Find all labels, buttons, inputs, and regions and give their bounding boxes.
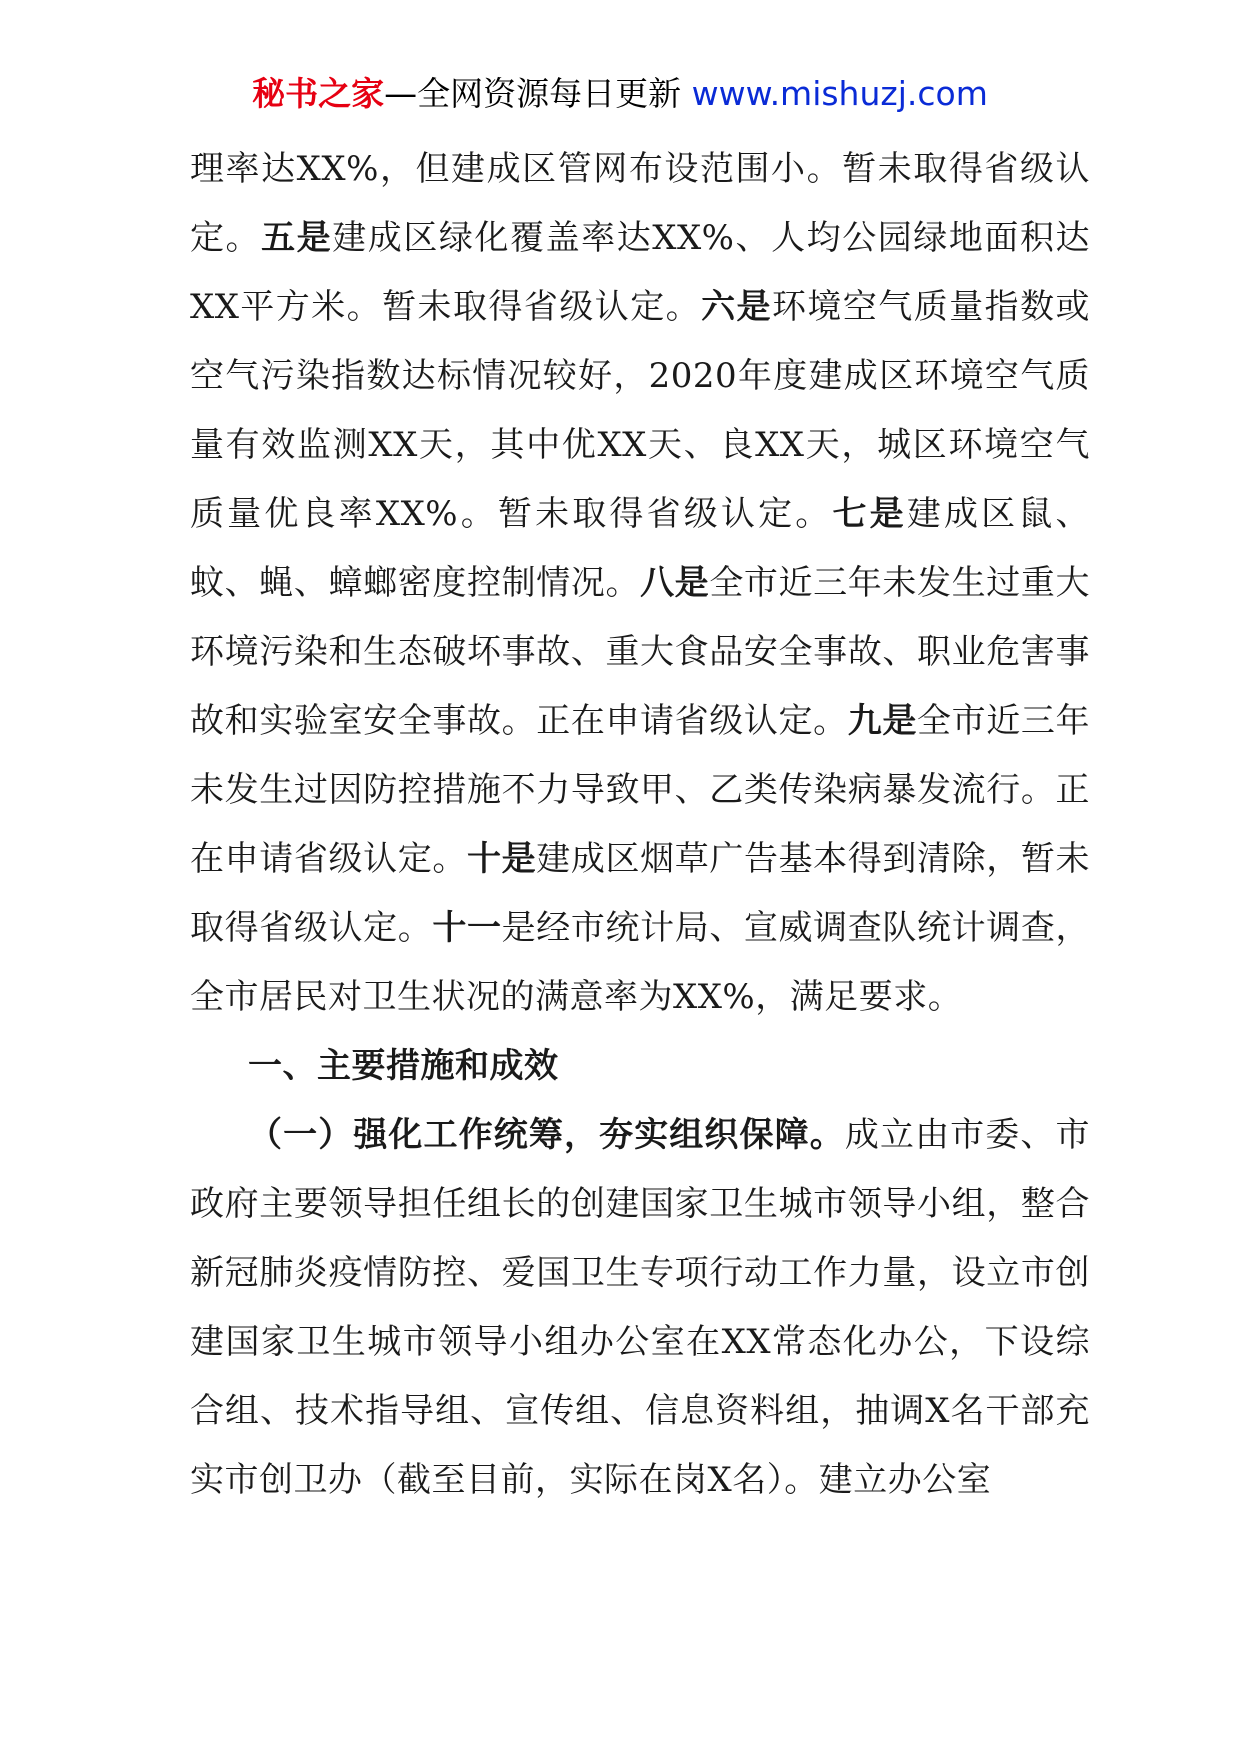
text-segment: 成立由市委、市政府主要领导担任组长的创建国家卫生城市领导小组，整合新冠肺炎疫情防控、爱国卫生专项行动工作力量，设立市创建国家卫生城市领导小组办公室在XX常态化办公，下设综合组、技术指导组、宣传组、信息资料组，抽调X名干部充实市创卫办（截至目前，实际在岗X名）。建立办公室 bbox=[190, 1115, 1091, 1500]
text-segment: 全市近三年未发生过因防控措施不力导致甲、乙类传染病暴发流行。正在申请省级认定。 bbox=[190, 701, 1091, 879]
header-tagline: —全网资源每日更新 bbox=[384, 74, 692, 113]
subsection-title: （一）强化工作统筹，夯实组织保障。 bbox=[248, 1115, 845, 1155]
text-segment: 是经市统计局、宣威调查队统计调查，全市居民对卫生状况的满意率为XX%，满足要求。 bbox=[190, 908, 1091, 1017]
section-heading: 一、主要措施和成效 bbox=[248, 1046, 559, 1086]
text-segment: 建成区绿化覆盖率达XX%、人均公园绿地面积达XX平方米。暂未取得省级认定。 bbox=[190, 218, 1091, 327]
header-url-link[interactable]: www.mishuzj.com bbox=[691, 74, 988, 113]
text-segment: 理率达XX%，但建成区管网布设范围小。暂未取得省级认定。 bbox=[190, 149, 1090, 258]
page-header bbox=[0, 72, 1240, 116]
bold-marker: 九是 bbox=[847, 701, 918, 741]
text-segment: 建成区鼠、蚊、蝇、蟑螂密度控制情况。 bbox=[190, 494, 1090, 603]
paragraph-measures bbox=[190, 1101, 1090, 1515]
bold-marker: 十是 bbox=[466, 839, 537, 879]
document-body bbox=[190, 135, 1090, 1515]
paragraph-standards bbox=[190, 135, 1090, 1032]
bold-marker: 六是 bbox=[701, 287, 772, 327]
bold-marker: 五是 bbox=[261, 218, 333, 258]
text-segment: 建成区烟草广告基本得到清除，暂未取得省级认定。 bbox=[190, 839, 1091, 948]
text-segment: 全市近三年未发生过重大环境污染和生态破坏事故、重大食品安全事故、职业危害事故和实验室安全事故。正在申请省级认定。 bbox=[190, 563, 1091, 741]
bold-marker: 十一 bbox=[432, 908, 502, 948]
bold-marker: 八是 bbox=[640, 563, 710, 603]
bold-marker: 七是 bbox=[832, 494, 907, 534]
text-segment: 环境空气质量指数或空气污染指数达标情况较好，2020年度建成区环境空气质量有效监测XX天，其中优XX天、良XX天，城区环境空气质量优良率XX%。暂未取得省级认定。 bbox=[190, 287, 1091, 534]
header-brand: 秘书之家 bbox=[252, 74, 385, 113]
